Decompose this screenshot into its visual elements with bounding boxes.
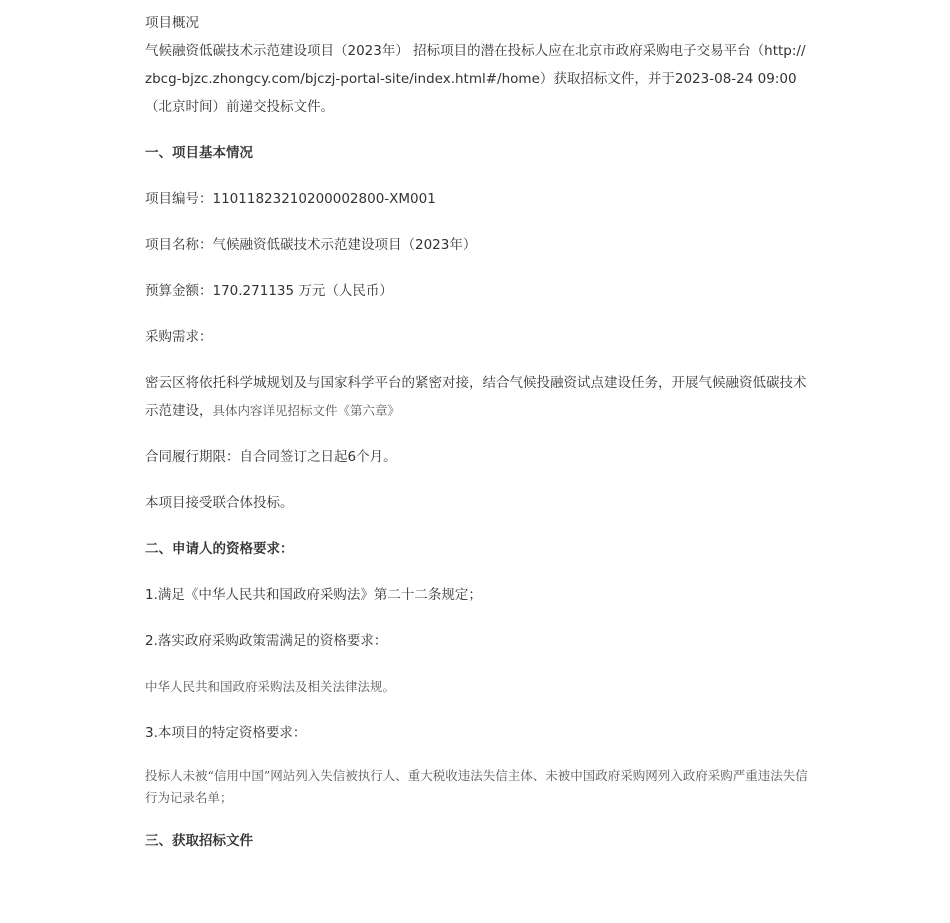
overview-heading: 项目概况 [145, 15, 199, 31]
requirement-body: 密云区将依托科学城规划及与国家科学平台的紧密对接，结合气候投融资试点建设任务，开展气候融资低碳技术示范建设， [145, 375, 807, 419]
overview-text: 气候融资低碳技术示范建设项目（2023年） 招标项目的潜在投标人应在北京市政府采购电子交易平台（http://zbcg-bjzc.zhongcy.com/bjczj-portal-site/index.html#/home）获取招标文件，并于2023-08-24 09:00（北京时间）前递交投标文件。 [145, 43, 806, 115]
project-name: 项目名称：气候融资低碳技术示范建设项目（2023年） [145, 237, 477, 253]
contract-period: 合同履行期限：自合同签订之日起6个月。 [145, 449, 397, 465]
requirement-note: 具体内容详见招标文件《第六章》 [212, 403, 401, 418]
section-heading-qualifications: 二、申请人的资格要求： [145, 541, 294, 557]
consortium-note: 本项目接受联合体投标。 [145, 495, 294, 511]
announcement-content [145, 9, 810, 855]
qualification-item-3: 3.本项目的特定资格要求： [145, 725, 307, 741]
section-heading-obtain-documents: 三、获取招标文件 [145, 833, 253, 849]
qualification-item-2: 2.落实政府采购政策需满足的资格要求： [145, 633, 388, 649]
procurement-requirement-label: 采购需求： [145, 329, 213, 345]
procurement-requirement-text [145, 369, 810, 425]
qualification-item-2-text: 中华人民共和国政府采购法及相关法律法规。 [145, 679, 396, 694]
project-number: 项目编号：11011823210200002800-XM001 [145, 191, 436, 207]
qualification-item-1: 1.满足《中华人民共和国政府采购法》第二十二条规定； [145, 587, 482, 603]
budget-amount: 预算金额：170.271135 万元（人民币） [145, 283, 393, 299]
qualification-item-3-text: 投标人未被“信用中国”网站列入失信被执行人、重大税收违法失信主体、未被中国政府采购网列入政府采购严重违法失信行为记录名单； [145, 768, 808, 805]
section-heading-basic-info: 一、项目基本情况 [145, 145, 253, 161]
